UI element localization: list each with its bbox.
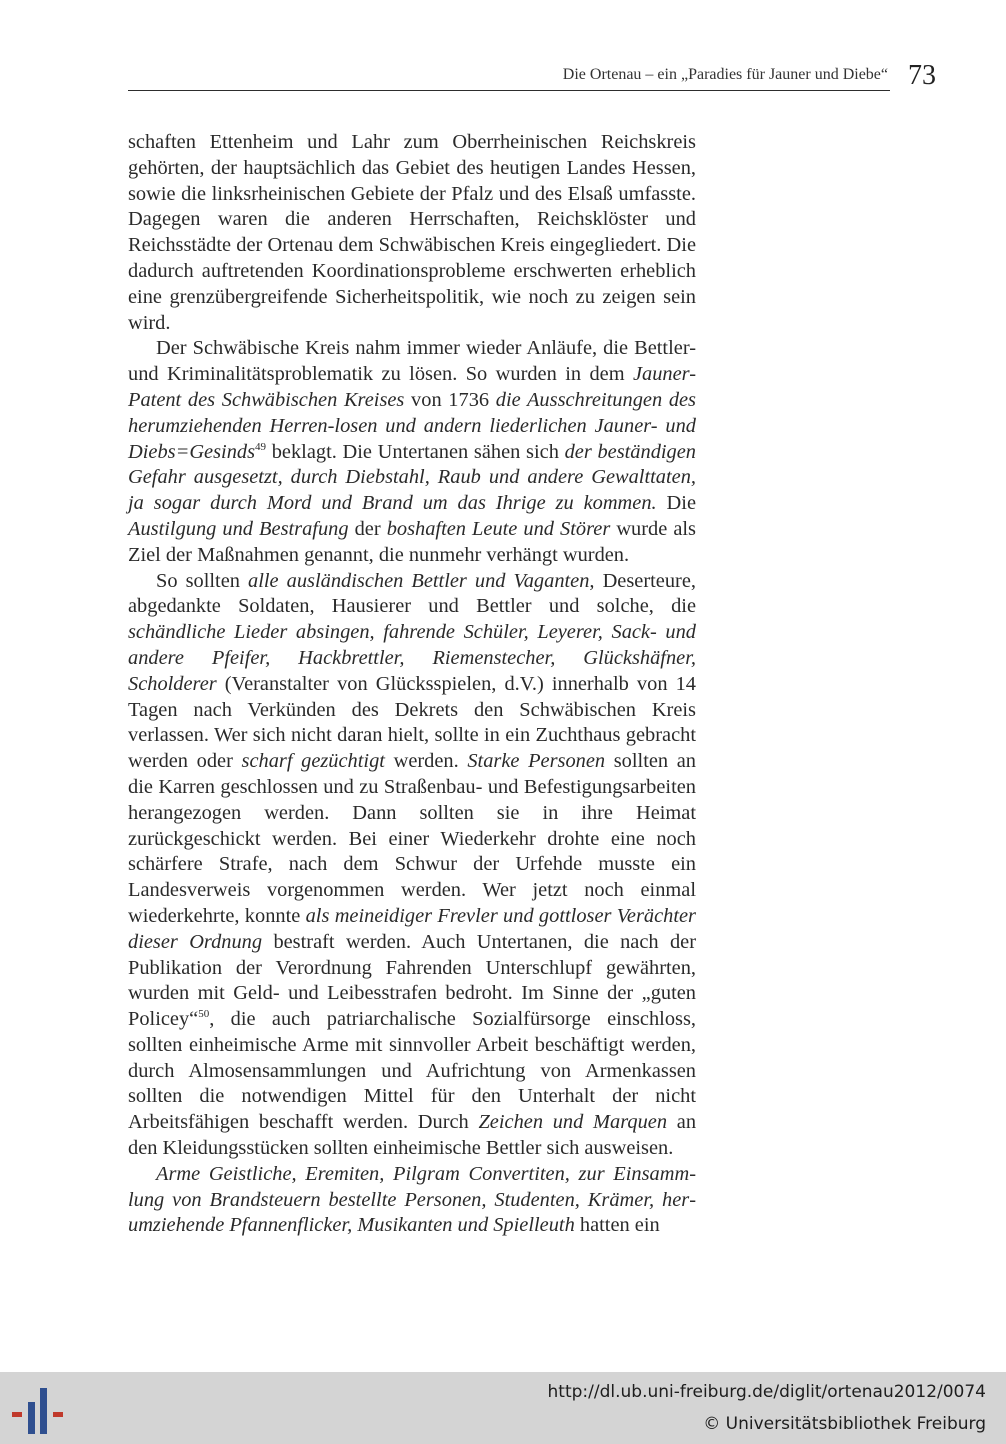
running-head: Die Ortenau – ein „Paradies für Jauner und Diebe“ — [562, 66, 888, 83]
text-run: von 1736 — [404, 388, 496, 411]
italic-run: als meineidiger Frevler und gottloser Verächter dieser Ordnung — [128, 904, 696, 953]
page-header — [128, 62, 890, 91]
paragraph — [128, 336, 696, 568]
page-number: 73 — [908, 60, 936, 91]
italic-run: Zeichen und Marquen — [478, 1111, 668, 1134]
text-run: schaften Ettenheim und Lahr zum Oberrheinischen Reichskreis gehörten, der hauptsächlich das Gebiet des heutigen Landes Hessen, sowie die linksrheinischen Gebiete der Pfalz und des Elsaß umfasste. Dagegen waren die anderen Herrschaften, Reichsklöster und Reichsstädte der Ortenau dem Schwäbischen Kreis eingegliedert. Die dadurch auftretenden Koordinationsprobleme erschwerten erheblich eine grenzübergreifende Sicherheitspolitik, wie noch zu zeigen sein wird. — [128, 131, 696, 334]
footnote-ref: 49 — [255, 440, 267, 453]
italic-run: scharf gezüchtigt — [241, 750, 385, 773]
body-text — [128, 130, 696, 1239]
italic-run: Arme Geistliche, Eremiten, Pilgram Convertiten, zur Einsammlung von Brandsteuern bestellte Personen, Studenten, Krämer, herumziehende Pfannenflicker, Musikanten und Spielleuth — [128, 1162, 696, 1237]
footnote-ref: 50 — [198, 1008, 210, 1021]
paragraph — [128, 130, 696, 336]
text-run: an den Kleidungsstücken sollten einheimische Bettler sich ausweisen. — [128, 1111, 697, 1160]
italic-run: Austilgung und Bestrafung — [128, 517, 349, 540]
italic-run: der beständigen Gefahr ausgesetzt, durch Diebstahl, Raub und andere Gewalttaten, ja sogar durch Mord und Brand um das Ihrige zu kommen. — [128, 440, 696, 515]
text-run: (Veranstalter von Glücksspielen, d.V.) innerhalb von 14 Tagen nach Verkünden des Dekrets den Schwäbischen Kreis verlassen. Wer sich nicht daran hielt, sollte in ein Zuchthaus gebracht werden oder — [128, 672, 696, 773]
text-run: bestraft werden. Auch Untertanen, die nach der Publikation der Verordnung Fahrenden Unterschlupf gewährten, wurden mit Geld- und Leibesstrafen bedroht. Im Sinne der „guten Policey“ — [128, 930, 696, 1031]
paragraph — [128, 1162, 696, 1239]
italic-run: schändliche Lieder absingen, fahrende Schüler, Leyerer, Sack- und andere Pfeifer, Hackbrettler, Riemenstecher, Glückshäfner, Scholderer — [128, 621, 696, 695]
text-run: wurde als Ziel der Maßnahmen genannt, die nunmehr verhängt wurden. — [128, 517, 696, 566]
footer-copyright: © Universitätsbibliothek Freiburg — [703, 1414, 986, 1434]
library-logo-icon — [12, 1382, 64, 1434]
text-run: werden. — [384, 750, 468, 773]
text-run: So sollten — [156, 569, 249, 592]
text-run: sollten an die Karren geschlossen und zu Straßenbau- und Befestigungsarbeiten herangezogen werden. Dann sollten sie in ihre Heimat zurückgeschickt werden. Bei einer Wiederkehr drohte eine noch schärfere Strafe, nach dem Schwur der Urfehde musste ein Landesverweis vorgenommen werden. Wer jetzt noch einmal wiederkehrte, konnte — [128, 750, 696, 927]
paragraph — [128, 569, 696, 1162]
text-run: beklagt. Die Untertanen sähen sich — [266, 440, 565, 463]
text-run: Deserteure, abgedankte Soldaten, Hausierer und Bettler und solche, die — [128, 569, 696, 618]
text-run: der — [348, 517, 387, 540]
italic-run: Jauner-Patent des Schwäbischen Kreises — [128, 363, 696, 411]
footer-bar — [0, 1372, 1006, 1444]
italic-run: die Ausschreitungen des herumziehenden Herren-losen und andern liederlichen Jauner- und Diebs=Gesinds — [128, 388, 696, 463]
italic-run: alle ausländischen Bettler und Vaganten, — [248, 569, 595, 592]
italic-run: boshaften Leute und Störer — [386, 517, 611, 540]
text-run: hatten ein — [574, 1214, 660, 1237]
italic-run: Starke Personen — [467, 750, 606, 773]
text-run: Der Schwäbische Kreis nahm immer wieder Anläufe, die Bettler- und Kriminalitätsproblematik zu lösen. So wurden in dem — [128, 337, 696, 386]
text-run: , die auch patriarchalische Sozialfürsorge einschloss, sollten einheimische Arme mit sinnvoller Arbeit beschäftigt werden, durch Almosensammlungen und Aufrichtung von Armenkassen sollten die notwendigen Mittel für den Unterhalt der nicht Arbeitsfähigen beschafft werden. Durch — [128, 1008, 696, 1134]
text-run: Die — [656, 492, 696, 515]
footer-url-link[interactable]: http://dl.ub.uni-freiburg.de/diglit/ortenau2012/0074 — [547, 1382, 986, 1402]
